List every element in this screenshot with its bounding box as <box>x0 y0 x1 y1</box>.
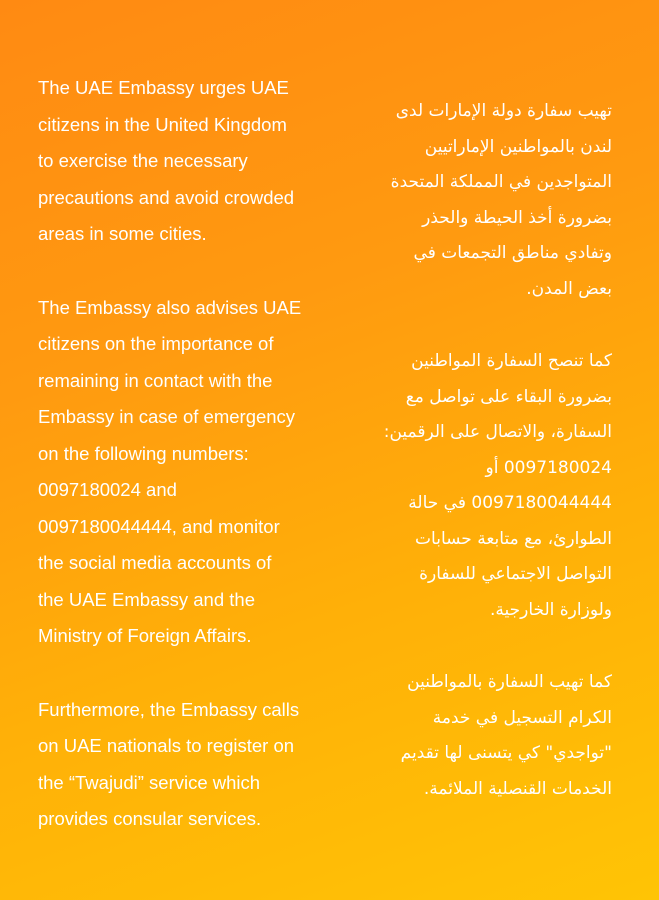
text-line: كما تنصح السفارة المواطنين <box>411 351 612 371</box>
text-line: on UAE nationals to register on <box>38 735 295 756</box>
text-line: the UAE Embassy and the <box>38 588 255 610</box>
phone-number-line: 0097180024 أو <box>485 457 612 478</box>
text-line: لندن بالمواطنين الإماراتيين <box>424 136 612 157</box>
text-line: Ministry of Foreign Affairs. <box>38 625 252 646</box>
text-line: citizens on the importance of <box>38 333 274 354</box>
text-line: on the following numbers: <box>38 442 249 464</box>
phone-number-line: 0097180024 and <box>38 479 177 500</box>
english-announcement <box>38 70 338 838</box>
text-line: كما تهيب السفارة بالمواطنين <box>407 672 612 692</box>
text-line: the “Twajudi” service which <box>38 771 261 793</box>
text-line: Embassy in case of emergency <box>38 406 296 427</box>
text-line: الطوارئ، مع متابعة حسابات <box>415 528 612 549</box>
arabic-announcement <box>348 94 612 807</box>
text-line: بعض المدن. <box>526 278 612 299</box>
phone-number-line: 0097180044444, and monitor <box>38 515 280 537</box>
text-line: citizens in the United Kingdom <box>38 113 287 135</box>
text-line: the social media accounts of <box>38 552 272 573</box>
text-line: التواصل الاجتماعي للسفارة <box>419 564 612 584</box>
arabic-paragraph-contact <box>348 344 612 628</box>
text-line: بضرورة البقاء على تواصل مع <box>405 386 612 407</box>
text-line: تهيب سفارة دولة الإمارات لدى <box>395 101 612 121</box>
text-line: السفارة، والاتصال على الرقمين: <box>383 422 612 442</box>
english-paragraph-contact <box>38 290 338 655</box>
english-paragraph-precautions <box>38 70 338 253</box>
text-line: ولوزارة الخارجية. <box>489 599 612 620</box>
text-line: to exercise the necessary <box>38 150 248 171</box>
text-line: The Embassy also advises UAE <box>38 296 302 318</box>
text-line: المتواجدين في المملكة المتحدة <box>390 172 612 192</box>
text-line: وتفادي مناطق التجمعات في <box>413 243 612 263</box>
text-line: precautions and avoid crowded <box>38 186 295 208</box>
arabic-paragraph-twajudi <box>348 665 612 807</box>
text-line: الخدمات القنصلية الملائمة. <box>423 778 612 799</box>
text-line: The UAE Embassy urges UAE <box>38 77 289 98</box>
phone-number-line: 0097180044444 في حالة <box>408 493 612 513</box>
text-line: الكرام التسجيل في خدمة <box>432 707 612 728</box>
text-line: Furthermore, the Embassy calls <box>38 698 300 720</box>
text-line: "تواجدي" كي يتسنى لها تقديم <box>400 743 612 763</box>
text-line: remaining in contact with the <box>38 369 273 391</box>
text-line: areas in some cities. <box>38 223 207 244</box>
text-line: provides consular services. <box>38 808 262 829</box>
english-paragraph-twajudi <box>38 692 338 838</box>
text-line: بضرورة أخذ الحيطة والحذر <box>422 207 612 228</box>
arabic-paragraph-precautions <box>348 94 612 307</box>
